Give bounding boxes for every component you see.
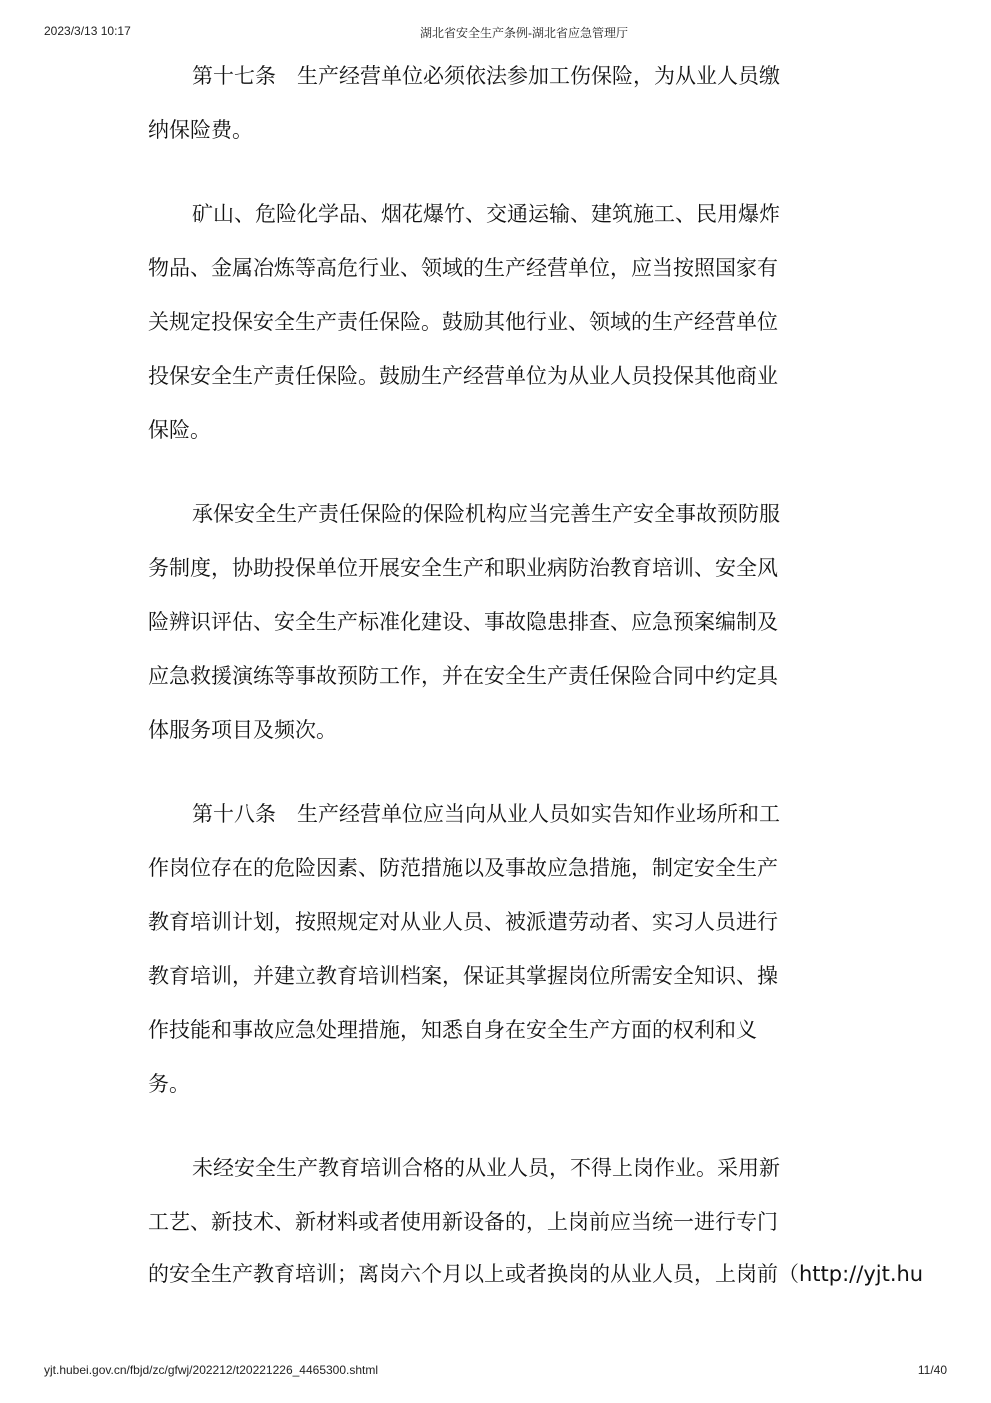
document-body (148, 56, 848, 1256)
text-line: 纳保险费。 (148, 118, 253, 142)
text-line: 险辨识评估、安全生产标准化建设、事故隐患排查、应急预案编制及 (148, 610, 778, 634)
text-line: 承保安全生产责任保险的保险机构应当完善生产安全事故预防服 (192, 502, 780, 526)
text-line: 作技能和事故应急处理措施，知悉自身在安全生产方面的权利和义 (148, 1018, 757, 1042)
page-number: 11/40 (917, 1363, 947, 1377)
text-line: 未经安全生产教育培训合格的从业人员，不得上岗作业。采用新 (192, 1156, 780, 1180)
text-line: 务。 (148, 1072, 190, 1096)
text-line: 物品、金属冶炼等高危行业、领域的生产经营单位，应当按照国家有 (148, 256, 778, 280)
text-line: 关规定投保安全生产责任保险。鼓励其他行业、领域的生产经营单位 (148, 310, 778, 334)
text-line: 务制度，协助投保单位开展安全生产和职业病防治教育培训、安全风 (148, 556, 778, 580)
paragraph-training-requirement (148, 1148, 848, 1256)
paragraph-insurer-duties (148, 494, 848, 764)
text-line: 应急救援演练等事故预防工作，并在安全生产责任保险合同中约定具 (148, 664, 778, 688)
text-line: 第十七条 生产经营单位必须依法参加工伤保险，为从业人员缴 (192, 64, 780, 88)
text-line-truncated: 的安全生产教育培训；离岗六个月以上或者换岗的从业人员，上岗前（http://yjt.hu (148, 1262, 924, 1286)
paragraph-article-18 (148, 794, 848, 1118)
text-line: 作岗位存在的危险因素、防范措施以及事故应急措施，制定安全生产 (148, 856, 778, 880)
text-line: 教育培训，并建立教育培训档案，保证其掌握岗位所需安全知识、操 (148, 964, 778, 988)
page-url: yjt.hubei.gov.cn/fbjd/zc/gfwj/202212/t20221226_4465300.shtml (44, 1363, 379, 1377)
text-line: 工艺、新技术、新材料或者使用新设备的，上岗前应当统一进行专门 (148, 1210, 778, 1234)
truncated-line-wrapper (148, 1254, 943, 1308)
paragraph-high-risk-insurance (148, 194, 848, 464)
text-line: 教育培训计划，按照规定对从业人员、被派遣劳动者、实习人员进行 (148, 910, 778, 934)
page-title: 湖北省安全生产条例-湖北省应急管理厅 (420, 26, 628, 40)
paragraph-article-17 (148, 56, 848, 164)
text-line: 体服务项目及频次。 (148, 718, 337, 742)
print-datetime: 2023/3/13 10:17 (44, 24, 131, 38)
text-line: 投保安全生产责任保险。鼓励生产经营单位为从业人员投保其他商业 (148, 364, 778, 388)
text-line: 矿山、危险化学品、烟花爆竹、交通运输、建筑施工、民用爆炸 (192, 202, 780, 226)
text-line: 保险。 (148, 418, 211, 442)
text-line: 第十八条 生产经营单位应当向从业人员如实告知作业场所和工 (192, 802, 780, 826)
